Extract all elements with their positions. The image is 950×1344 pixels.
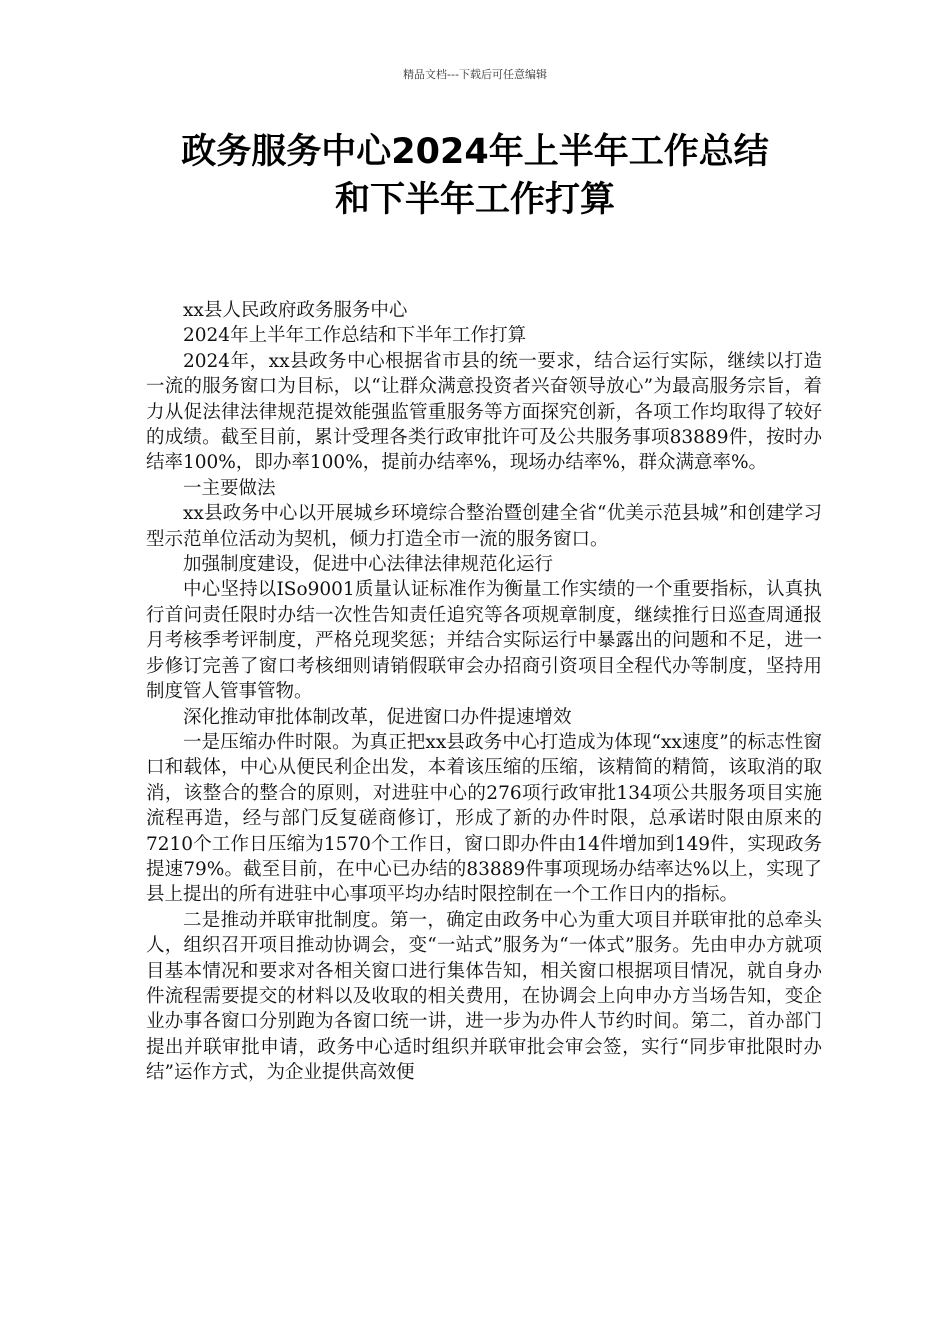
document-title-line-2: 和下半年工作打算 <box>334 180 615 220</box>
subsection-heading: 加强制度建设，促进中心法律法律规范化运行 <box>183 554 554 576</box>
body-paragraph: 2024年，xx县政务中心根据省市县的统一要求，结合运行实际，继续以打造一流的服务窗口为目标，以“让群众满意投资者兴奋领导放心”为最高服务宗旨，着力从促法律法律规范提效能强监管重服务等方面探究创新，各项工作均取得了较好的成绩。截至目前，累计受理各类行政审批许可及公共服务事项83889件，按时办结率100%，即办率100%，提前办结率%，现场办结率%，群众满意率%。 <box>146 350 822 474</box>
body-paragraph: 一是压缩办件时限。为真正把xx县政务中心打造成为体现“xx速度”的标志性窗口和载体，中心从便民利企出发，本着该压缩的压缩，该精简的精简，该取消的取消，该整合的整合的原则，对进驻中心的276项行政审批134项公共服务项目实施流程再造，经与部门反复磋商修订，形成了新的办件时限，总承诺时限由原来的7210个工作日压缩为1570个工作日，窗口即办件由14件增加到149件，实现政务提速79%。截至目前，在中心已办结的83889件事项现场办结率达%以上，实现了县上提出的所有进驻中心事项平均办结时限控制在一个工作日内的指标。 <box>146 731 822 906</box>
body-paragraph: 二是推动并联审批制度。第一，确定由政务中心为重大项目并联审批的总牵头人，组织召开项目推动协调会，变“一站式”服务为“一体式”服务。先由申办方就项目基本情况和要求对各相关窗口进行集体告知，相关窗口根据项目情况，就自身办件流程需要提交的材料以及收取的相关费用，在协调会上向申办方当场告知，变企业办事各窗口分别跑为各窗口统一讲，进一步为办件人节约时间。第二，首办部门提出并联审批申请，政务中心适时组织并联审批会审会签，实行“同步审批限时办结”运作方式，为企业提供高效便 <box>146 909 822 1084</box>
document-body <box>146 298 822 1086</box>
page-header-note: 精品文档---下载后可任意编辑 <box>403 68 547 81</box>
body-paragraph: xx县政务中心以开展城乡环境综合整治暨创建全省“优美示范县城”和创建学习型示范单位活动为契机，倾力打造全市一流的服务窗口。 <box>146 503 822 550</box>
section-heading: 一主要做法 <box>183 477 276 499</box>
body-paragraph: 中心坚持以ISo9001质量认证标准作为衡量工作实绩的一个重要指标，认真执行首问责任限时办结一次性告知责任追究等各项规章制度，继续推行日巡查周通报月考核季考评制度，严格兑现奖惩；并结合实际运行中暴露出的问题和不足，进一步修订完善了窗口考核细则请销假联审会办招商引资项目全程代办等制度，坚持用制度管人管事管物。 <box>146 579 822 703</box>
body-paragraph: 2024年上半年工作总结和下半年工作打算 <box>183 325 527 347</box>
document-title-line-1: 政务服务中心2024年上半年工作总结 <box>181 132 769 172</box>
subsection-heading: 深化推动审批体制改革，促进窗口办件提速增效 <box>183 706 572 728</box>
body-paragraph: xx县人民政府政务服务中心 <box>183 300 408 321</box>
document-title <box>60 128 890 224</box>
